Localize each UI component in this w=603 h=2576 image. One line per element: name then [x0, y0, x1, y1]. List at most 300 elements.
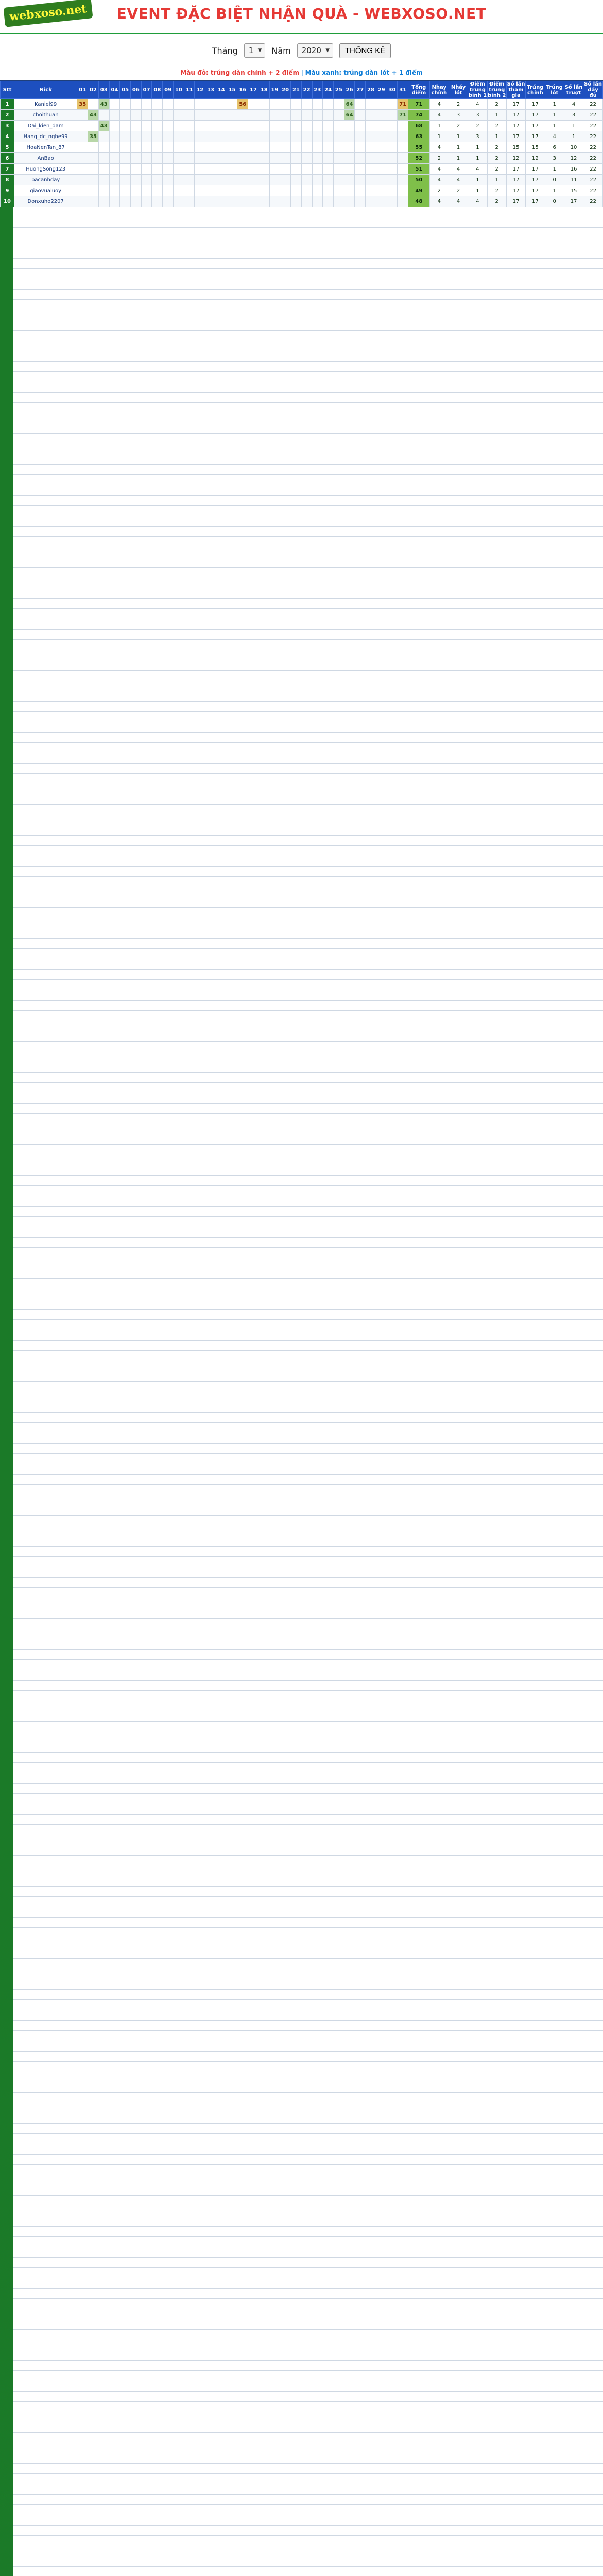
- day-cell: [184, 185, 195, 196]
- day-cell: [152, 121, 163, 131]
- day-cell: [376, 131, 387, 142]
- day-cell: [366, 153, 376, 164]
- stat-cell: 1: [449, 153, 468, 164]
- day-cell: [184, 153, 195, 164]
- stat-cell: 4: [429, 164, 449, 175]
- day-cell: [216, 153, 227, 164]
- stat-cell: 15: [526, 142, 545, 153]
- day-cell: [205, 196, 216, 207]
- day-cell: [387, 142, 398, 153]
- table-header-cell: 21: [291, 81, 302, 99]
- day-cell: [366, 196, 376, 207]
- day-cell: [398, 164, 408, 175]
- day-cell: [195, 121, 205, 131]
- day-cell: [323, 110, 334, 121]
- stat-cell: 17: [506, 99, 525, 110]
- day-cell: [355, 99, 366, 110]
- day-cell: [227, 131, 237, 142]
- day-cell: [301, 153, 312, 164]
- day-cell: 71: [398, 110, 408, 121]
- day-cell: [120, 164, 131, 175]
- day-cell: [398, 131, 408, 142]
- day-cell: [152, 153, 163, 164]
- day-cell: [248, 196, 259, 207]
- day-cell: [141, 164, 152, 175]
- total-points-cell: 55: [408, 142, 429, 153]
- day-cell: [216, 175, 227, 185]
- day-cell: [333, 131, 344, 142]
- stat-cell: 1: [487, 110, 506, 121]
- day-cell: [237, 164, 248, 175]
- stat-cell: 2: [449, 121, 468, 131]
- stat-cell: 17: [506, 131, 525, 142]
- stat-cell: 2: [468, 121, 487, 131]
- table-header-cell: Điểm trung bình 2: [488, 81, 506, 98]
- day-cell: [77, 110, 88, 121]
- stat-cell: 11: [564, 175, 583, 185]
- table-header-cell: 28: [366, 81, 376, 99]
- stat-cell: 1: [545, 121, 564, 131]
- day-cell: 43: [98, 121, 109, 131]
- day-cell: [333, 142, 344, 153]
- day-cell: [323, 185, 334, 196]
- day-cell: [88, 175, 99, 185]
- table-header-cell: 07: [141, 81, 152, 99]
- table-header-cell: 02: [88, 81, 99, 99]
- year-select[interactable]: 2020 ▾: [297, 43, 333, 58]
- month-label: Tháng: [212, 45, 238, 56]
- stat-cell: 1: [468, 142, 487, 153]
- table-header-row: [1, 81, 603, 99]
- stat-cell: 22: [583, 99, 603, 110]
- day-cell: [376, 121, 387, 131]
- table-header-cell: 22: [301, 81, 312, 99]
- day-cell: [398, 153, 408, 164]
- day-cell: [173, 110, 184, 121]
- day-cell: [280, 164, 291, 175]
- day-cell: [387, 99, 398, 110]
- day-cell: [88, 99, 99, 110]
- filter-bar: [0, 34, 603, 67]
- day-cell: 64: [344, 110, 355, 121]
- table-header-cell: Nháy lót: [449, 81, 468, 99]
- row-stt: 7: [1, 164, 14, 175]
- day-cell: [184, 99, 195, 110]
- table-header-cell: Tổng điểm: [408, 81, 429, 99]
- stat-cell: 2: [487, 196, 506, 207]
- day-cell: [152, 164, 163, 175]
- row-stt: 3: [1, 121, 14, 131]
- day-cell: [141, 131, 152, 142]
- day-cell: [205, 131, 216, 142]
- day-cell: [301, 131, 312, 142]
- stat-cell: 1: [449, 142, 468, 153]
- day-cell: [269, 110, 280, 121]
- table-header-cell: 19: [269, 81, 280, 99]
- day-cell: [366, 121, 376, 131]
- stat-cell: 1: [429, 131, 449, 142]
- stat-cell: 12: [506, 153, 525, 164]
- row-stt: 9: [1, 185, 14, 196]
- row-nick[interactable]: giaovualuoy: [14, 185, 77, 196]
- row-nick[interactable]: Hang_dc_nghe99: [14, 131, 77, 142]
- day-cell: [120, 175, 131, 185]
- day-cell: [355, 164, 366, 175]
- day-cell: [398, 121, 408, 131]
- row-nick[interactable]: Dai_kien_dam: [14, 121, 77, 131]
- stat-cell: 17: [526, 99, 545, 110]
- day-cell: [237, 121, 248, 131]
- day-cell: [141, 142, 152, 153]
- table-row: [1, 110, 603, 121]
- table-header-cell: 03: [98, 81, 109, 99]
- day-cell: [98, 175, 109, 185]
- day-cell: [205, 164, 216, 175]
- stat-cell: 4: [468, 196, 487, 207]
- day-cell: [280, 175, 291, 185]
- stat-cell: 12: [564, 153, 583, 164]
- day-cell: [333, 121, 344, 131]
- day-cell: [227, 121, 237, 131]
- day-cell: [344, 175, 355, 185]
- day-cell: [312, 153, 323, 164]
- day-cell: [355, 142, 366, 153]
- day-cell: [216, 131, 227, 142]
- day-cell: [227, 153, 237, 164]
- day-cell: [131, 121, 142, 131]
- row-stt: 2: [1, 110, 14, 121]
- day-cell: [355, 196, 366, 207]
- table-body: [1, 99, 603, 207]
- stat-cell: 1: [545, 110, 564, 121]
- day-cell: [387, 164, 398, 175]
- day-cell: [355, 110, 366, 121]
- day-cell: [333, 175, 344, 185]
- month-select[interactable]: 1 ▾: [244, 43, 266, 58]
- stat-cell: 4: [449, 196, 468, 207]
- statistics-button[interactable]: THỐNG KÊ: [339, 43, 391, 58]
- stat-cell: 1: [468, 153, 487, 164]
- stat-cell: 17: [526, 196, 545, 207]
- table-header-cell: 18: [259, 81, 269, 99]
- day-cell: [88, 153, 99, 164]
- day-cell: [237, 196, 248, 207]
- day-cell: [205, 175, 216, 185]
- stat-cell: 4: [429, 196, 449, 207]
- day-cell: [269, 196, 280, 207]
- day-cell: [173, 185, 184, 196]
- row-nick[interactable]: HoaNenTan_87: [14, 142, 77, 153]
- table-row: [1, 185, 603, 196]
- day-cell: [280, 110, 291, 121]
- day-cell: [173, 153, 184, 164]
- stat-cell: 4: [564, 99, 583, 110]
- day-cell: [237, 142, 248, 153]
- day-cell: [141, 175, 152, 185]
- day-cell: [355, 153, 366, 164]
- table-header-cell: 24: [323, 81, 334, 99]
- day-cell: [227, 99, 237, 110]
- day-cell: [291, 196, 302, 207]
- legend-separator: |: [301, 69, 305, 76]
- day-cell: [376, 153, 387, 164]
- row-nick[interactable]: HuongSong123: [14, 164, 77, 175]
- day-cell: [163, 153, 174, 164]
- day-cell: [366, 175, 376, 185]
- day-cell: [120, 142, 131, 153]
- table-row: [1, 121, 603, 131]
- row-stt: 1: [1, 99, 14, 110]
- day-cell: [131, 196, 142, 207]
- day-cell: [291, 175, 302, 185]
- day-cell: [77, 196, 88, 207]
- stat-cell: 17: [526, 121, 545, 131]
- day-cell: [152, 142, 163, 153]
- day-cell: [269, 153, 280, 164]
- day-cell: [120, 185, 131, 196]
- day-cell: [344, 142, 355, 153]
- day-cell: [98, 196, 109, 207]
- day-cell: 56: [237, 99, 248, 110]
- total-points-cell: 74: [408, 110, 429, 121]
- day-cell: [184, 121, 195, 131]
- day-cell: [237, 131, 248, 142]
- day-cell: [152, 110, 163, 121]
- table-row: [1, 99, 603, 110]
- day-cell: [301, 175, 312, 185]
- day-cell: [355, 131, 366, 142]
- table-header-cell: 31: [398, 81, 408, 99]
- stat-cell: 4: [429, 142, 449, 153]
- total-points-cell: 71: [408, 99, 429, 110]
- day-cell: [248, 121, 259, 131]
- page-title: EVENT ĐẶC BIỆT NHẬN QUÀ - WEBXOSO.NET: [116, 5, 487, 22]
- day-cell: [366, 164, 376, 175]
- day-cell: [291, 185, 302, 196]
- day-cell: 35: [88, 131, 99, 142]
- day-cell: [163, 185, 174, 196]
- day-cell: [205, 185, 216, 196]
- day-cell: [163, 131, 174, 142]
- day-cell: [376, 99, 387, 110]
- day-cell: [195, 99, 205, 110]
- day-cell: [269, 142, 280, 153]
- day-cell: [152, 185, 163, 196]
- day-cell: [301, 110, 312, 121]
- day-cell: [291, 164, 302, 175]
- table-header-cell: 17: [248, 81, 259, 99]
- day-cell: [259, 142, 269, 153]
- table-header-cell: 01: [77, 81, 88, 99]
- stat-cell: 10: [564, 142, 583, 153]
- day-cell: [312, 175, 323, 185]
- day-cell: [205, 153, 216, 164]
- day-cell: [88, 164, 99, 175]
- stat-cell: 22: [583, 121, 603, 131]
- stat-cell: 2: [429, 153, 449, 164]
- day-cell: [344, 196, 355, 207]
- table-header-cell: Nick: [14, 81, 77, 99]
- day-cell: [237, 185, 248, 196]
- day-cell: [141, 121, 152, 131]
- day-cell: [163, 99, 174, 110]
- day-cell: [163, 164, 174, 175]
- stat-cell: 0: [545, 196, 564, 207]
- day-cell: [280, 185, 291, 196]
- day-cell: [88, 196, 99, 207]
- day-cell: [355, 175, 366, 185]
- day-cell: [248, 99, 259, 110]
- table-header-cell: 27: [355, 81, 366, 99]
- day-cell: [248, 175, 259, 185]
- day-cell: [227, 196, 237, 207]
- day-cell: [77, 131, 88, 142]
- day-cell: [291, 142, 302, 153]
- day-cell: [312, 99, 323, 110]
- day-cell: [163, 110, 174, 121]
- day-cell: [227, 185, 237, 196]
- table-header-cell: 25: [333, 81, 344, 99]
- day-cell: [216, 164, 227, 175]
- legend-red-text: Màu đỏ: trúng dàn chính + 2 điểm: [180, 69, 299, 76]
- row-nick[interactable]: Kaniel99: [14, 99, 77, 110]
- table-row: [1, 153, 603, 164]
- day-cell: [387, 131, 398, 142]
- stat-cell: 17: [526, 175, 545, 185]
- total-points-cell: 52: [408, 153, 429, 164]
- day-cell: 71: [398, 99, 408, 110]
- day-cell: [131, 185, 142, 196]
- day-cell: [131, 110, 142, 121]
- row-nick[interactable]: bacanhday: [14, 175, 77, 185]
- day-cell: [98, 153, 109, 164]
- stat-cell: 17: [506, 164, 525, 175]
- table-header-cell: 11: [184, 81, 195, 99]
- day-cell: [98, 185, 109, 196]
- table-header-cell: Stt: [1, 81, 14, 99]
- day-cell: [120, 110, 131, 121]
- total-points-cell: 51: [408, 164, 429, 175]
- row-nick[interactable]: AnBao: [14, 153, 77, 164]
- total-points-cell: 63: [408, 131, 429, 142]
- stat-cell: 2: [449, 185, 468, 196]
- day-cell: [280, 196, 291, 207]
- stat-cell: 22: [583, 164, 603, 175]
- day-cell: [301, 99, 312, 110]
- day-cell: [366, 185, 376, 196]
- table-row: [1, 131, 603, 142]
- day-cell: [291, 99, 302, 110]
- stat-cell: 3: [545, 153, 564, 164]
- day-cell: [141, 110, 152, 121]
- stat-cell: 22: [583, 142, 603, 153]
- day-cell: [366, 131, 376, 142]
- total-points-cell: 48: [408, 196, 429, 207]
- day-cell: [173, 99, 184, 110]
- table-header-cell: 23: [312, 81, 323, 99]
- day-cell: [280, 99, 291, 110]
- table-header-cell: Nhay chính: [429, 81, 449, 99]
- day-cell: [259, 196, 269, 207]
- table-header-cell: 14: [216, 81, 227, 99]
- stat-cell: 4: [449, 175, 468, 185]
- stat-cell: 22: [583, 196, 603, 207]
- day-cell: [141, 185, 152, 196]
- day-cell: [173, 121, 184, 131]
- stat-cell: 4: [468, 164, 487, 175]
- table-header-cell: Điểm trung bình 1: [468, 81, 487, 98]
- day-cell: [98, 164, 109, 175]
- day-cell: [120, 131, 131, 142]
- day-cell: [387, 175, 398, 185]
- row-nick[interactable]: Donxuho2207: [14, 196, 77, 207]
- day-cell: [216, 121, 227, 131]
- stat-cell: 2: [449, 99, 468, 110]
- day-cell: [333, 110, 344, 121]
- stat-cell: 15: [564, 185, 583, 196]
- table-header-cell: 08: [152, 81, 163, 99]
- day-cell: [131, 175, 142, 185]
- day-cell: [152, 175, 163, 185]
- stat-cell: 17: [526, 164, 545, 175]
- stat-cell: 22: [583, 175, 603, 185]
- day-cell: [163, 196, 174, 207]
- day-cell: [173, 142, 184, 153]
- row-nick[interactable]: choithuan: [14, 110, 77, 121]
- day-cell: [237, 153, 248, 164]
- stat-cell: 17: [526, 131, 545, 142]
- stat-cell: 4: [449, 164, 468, 175]
- day-cell: [387, 121, 398, 131]
- day-cell: [376, 142, 387, 153]
- day-cell: [131, 142, 142, 153]
- day-cell: [269, 99, 280, 110]
- day-cell: [387, 110, 398, 121]
- stat-cell: 1: [545, 164, 564, 175]
- stat-cell: 4: [429, 175, 449, 185]
- stat-cell: 1: [545, 185, 564, 196]
- stat-cell: 6: [545, 142, 564, 153]
- day-cell: [344, 153, 355, 164]
- day-cell: 43: [88, 110, 99, 121]
- stat-cell: 2: [487, 99, 506, 110]
- table-header-cell: 29: [376, 81, 387, 99]
- stat-cell: 1: [468, 175, 487, 185]
- row-stt: 4: [1, 131, 14, 142]
- results-table-wrap: [0, 80, 603, 2576]
- day-cell: [355, 121, 366, 131]
- day-cell: 35: [77, 99, 88, 110]
- stat-cell: 1: [564, 121, 583, 131]
- day-cell: [227, 142, 237, 153]
- day-cell: [184, 131, 195, 142]
- stat-cell: 1: [564, 131, 583, 142]
- table-header-cell: Số lần đầy đủ: [584, 81, 602, 98]
- day-cell: [141, 153, 152, 164]
- stat-cell: 4: [429, 99, 449, 110]
- day-cell: [323, 121, 334, 131]
- day-cell: [398, 175, 408, 185]
- site-logo[interactable]: webxoso.net: [3, 0, 93, 27]
- day-cell: [184, 110, 195, 121]
- day-cell: [269, 121, 280, 131]
- stat-cell: 4: [468, 99, 487, 110]
- day-cell: [323, 153, 334, 164]
- day-cell: [205, 142, 216, 153]
- day-cell: [366, 142, 376, 153]
- table-header-cell: 16: [237, 81, 248, 99]
- table-header-cell: 06: [131, 81, 142, 99]
